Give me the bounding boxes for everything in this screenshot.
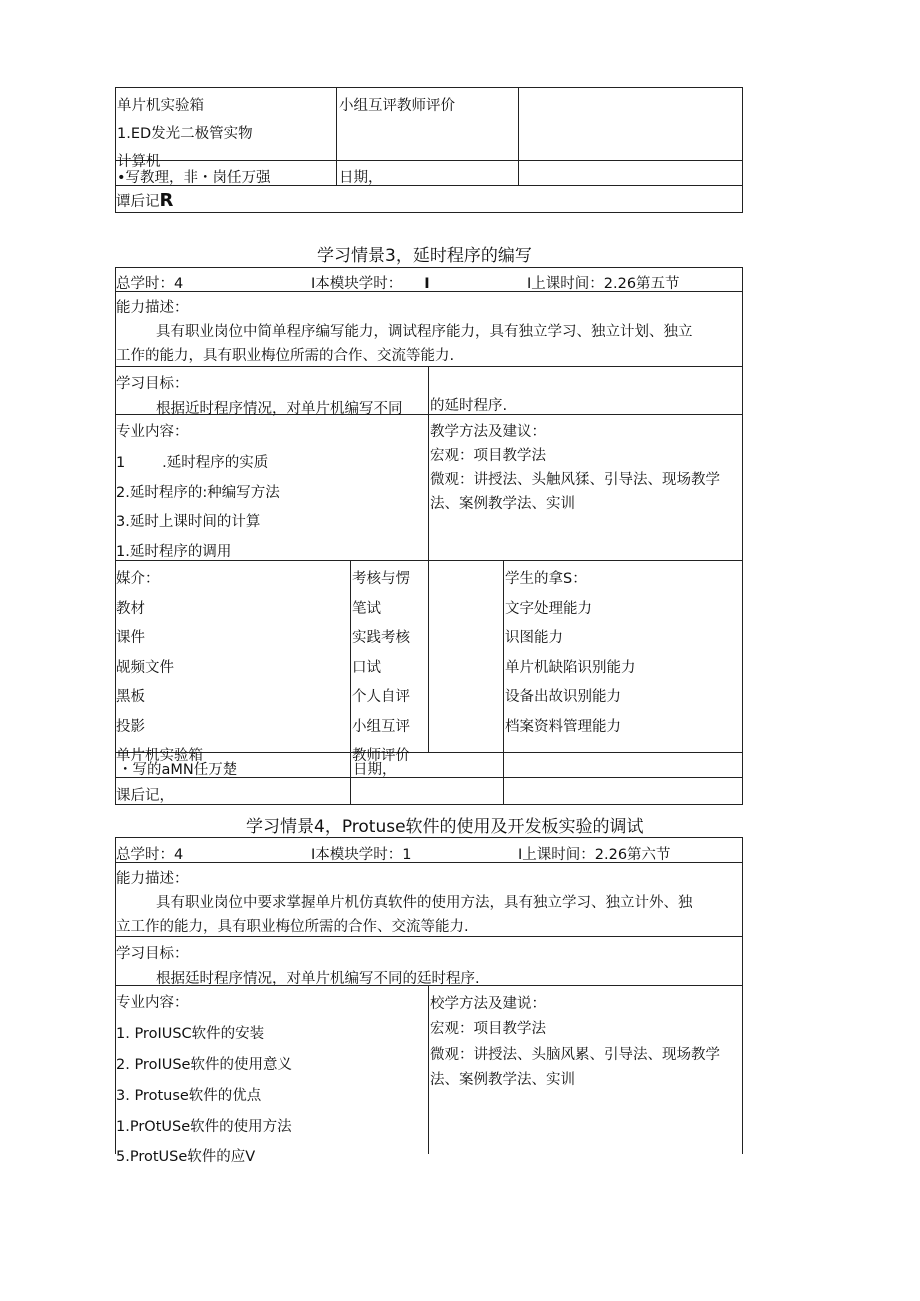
s3-total-hours: 总学时：4 — [116, 276, 184, 292]
top-eval-label: 小组互评教师评价 — [339, 98, 455, 114]
s3-assess-item: 口试 — [352, 660, 381, 676]
top-media-item: 1.ED发光二极管实物 — [117, 126, 253, 142]
s3-method-macro: 宏观：项目教学法 — [430, 448, 546, 464]
s4-goal-label: 学习目标： — [116, 946, 189, 962]
top-afternote-label: 谭后记 — [116, 194, 160, 210]
top-date-label: 日期， — [339, 170, 383, 186]
s4-content-label: 专业内容： — [116, 995, 189, 1011]
s3-method-label: 教学方法及建议： — [430, 424, 546, 440]
s4-method-micro-2: 法、案例教学法、实训 — [430, 1072, 575, 1088]
s3-class-time: I上课时间：2.26第五节 — [527, 276, 680, 292]
s3-goal-left: 根据近时程序情况，对单片机编写不同 — [156, 401, 403, 417]
s3-media-label: 媒介： — [116, 571, 160, 587]
s3-ability-line1: 具有职业岗位中简单程序编写能力，调试程序能力，具有独立学习、独立计划、独立 — [156, 324, 693, 340]
s3-student-item: 文字处理能力 — [505, 601, 592, 617]
top-afternote-mark: R — [159, 190, 174, 211]
s3-method-micro-1: 微观：讲授法、头触风猱、引导法、现场教学 — [430, 472, 720, 488]
s4-method-macro: 宏观：项目教学法 — [430, 1021, 546, 1037]
s4-ability-line2: 立工作的能力，具有职业梅位所需的合作、交流等能力. — [116, 919, 469, 935]
s3-assess-item: 小组互评 — [352, 719, 410, 735]
s4-method-micro-1: 微观：讲授法、头脑风累、引导法、现场教学 — [430, 1047, 720, 1063]
s3-media-item: 单片机实验箱 — [116, 748, 203, 764]
s4-content-item: 2. ProIUSe软件的使用意义 — [116, 1057, 292, 1073]
s4-content-item: 1. ProIUSC软件的安装 — [116, 1026, 265, 1042]
top-media-item: 单片机实验箱 — [117, 98, 204, 114]
s3-student-item: 设备出故识别能力 — [505, 689, 621, 705]
s4-module-hours: I本模块学时：1 — [311, 847, 412, 863]
s3-media-item: 觇频文件 — [116, 660, 174, 676]
s3-student-label: 学生的拿S： — [505, 571, 587, 587]
s3-goal-label: 学习目标： — [116, 376, 189, 392]
s3-method-micro-2: 法、案例教学法、实训 — [430, 496, 575, 512]
s4-method-label: 校学方法及建说： — [430, 996, 546, 1012]
s4-content-item: 5.ProtUSe软件的应V — [116, 1149, 256, 1165]
s3-content-item: 1.延时程序的调用 — [116, 544, 232, 560]
s3-module-hours-value: I — [424, 276, 430, 292]
s3-content-item: 3.延时上课时间的计算 — [116, 514, 261, 530]
s3-assess-item: 笔试 — [352, 601, 381, 617]
top-media-item: 计算机 — [117, 154, 161, 170]
top-afternote — [116, 190, 173, 211]
s3-student-item: 档案资料管理能力 — [505, 719, 621, 735]
section3-title: 学习情景3，延时程序的编写 — [317, 246, 532, 266]
section4-title: 学习情景4，Protuse软件的使用及开发板实验的调试 — [246, 817, 644, 837]
s3-content-label: 专业内容： — [116, 424, 189, 440]
s3-media-item: 课件 — [116, 630, 145, 646]
s3-media-item: 投影 — [116, 719, 145, 735]
s3-assess-item: 个人自评 — [352, 689, 410, 705]
s3-student-item: 识图能力 — [505, 630, 563, 646]
s3-module-hours-label: I本模块学时： — [311, 276, 403, 292]
s4-class-time: I上课时间：2.26第六节 — [518, 847, 671, 863]
s3-media-item: 教材 — [116, 601, 145, 617]
s3-assess-item: 教师评价 — [352, 748, 410, 764]
s3-content-item: 2.延时程序的:种编写方法 — [116, 485, 280, 501]
s3-ability-label: 能力描述： — [116, 300, 189, 316]
s3-afternote: 课后记， — [116, 788, 174, 804]
s4-goal-text: 根据廷时程序情况，对单片机编写不同的廷时程序. — [156, 971, 480, 987]
s3-ability-line2: 工作的能力，具有职业梅位所需的合作、交流等能力. — [116, 348, 455, 364]
s4-total-hours: 总学时：4 — [116, 847, 184, 863]
s4-content-item: 1.PrOtUSe软件的使用方法 — [116, 1119, 292, 1135]
s3-goal-right: 的延时程序. — [430, 398, 508, 414]
s4-ability-line1: 具有职业岗位中要求掌握单片机仿真软件的使用方法，具有独立学习、独立计外、独 — [156, 895, 693, 911]
s3-date-label: 日期， — [353, 762, 397, 778]
top-sign-label: •写教理，非・岗任万强 — [117, 170, 271, 186]
s4-ability-label: 能力描述： — [116, 871, 189, 887]
s3-module-hours — [311, 272, 430, 293]
s3-assess-item: 实践考核 — [352, 630, 410, 646]
s3-assess-label: 考核与愣 — [352, 571, 410, 587]
s3-content-item: 1 .延时程序的实质 — [116, 455, 269, 471]
s3-media-item: 黑板 — [116, 689, 145, 705]
s3-sign-label: ・写的aMN任万楚 — [118, 762, 238, 778]
s4-content-item: 3. Protuse软件的优点 — [116, 1088, 262, 1104]
s3-student-item: 单片机缺陷识别能力 — [505, 660, 636, 676]
